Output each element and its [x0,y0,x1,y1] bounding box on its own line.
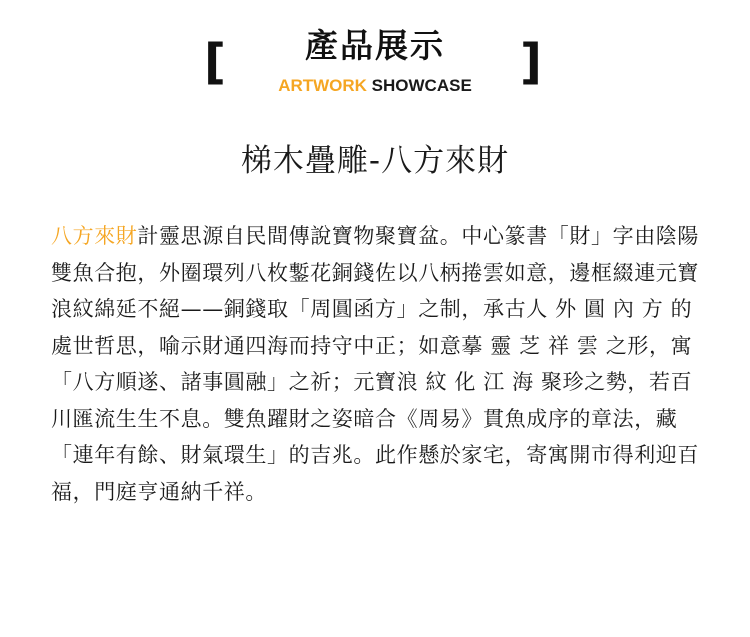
product-description [51,218,703,510]
product-title: 梯木疊雕-八方來財 [240,143,510,179]
right-bracket: ] [520,34,542,90]
section-title: 產品展示 [305,26,445,65]
description-text: 計靈思源自民間傳說寶物聚寶盆。中心篆書「財」字由陰陽雙魚合抱，外圈環列八枚鏨花銅錢佐以八柄捲雲如意，邊框綴連元寶浪紋綿延不絕——銅錢取「周圓函方」之制，承古人 外 圓 內 方 的處世哲思，喻示財通四海而持守中正；如意摹 靈 芝 祥 雲 之形，寓「八方順遂、諸事圓融」之祈；元寶浪 紋 化 江 海 聚珍之勢，若百川匯流生生不息。雙魚躍財之姿暗合《周易》貫魚成序的章法，藏「連年有餘、財氣環生」的吉兆。此作懸於家宅，寄寓開市得利迎百福，門庭亨通納千祥。 [51,224,700,504]
section-header [0,0,750,110]
section-subtitle-rest: SHOWCASE [366,76,472,95]
section-subtitle-en [0,75,750,97]
section-subtitle-accent: ARTWORK [278,76,367,95]
left-bracket: [ [204,34,226,90]
description-highlight: 八方來財 [51,224,138,248]
